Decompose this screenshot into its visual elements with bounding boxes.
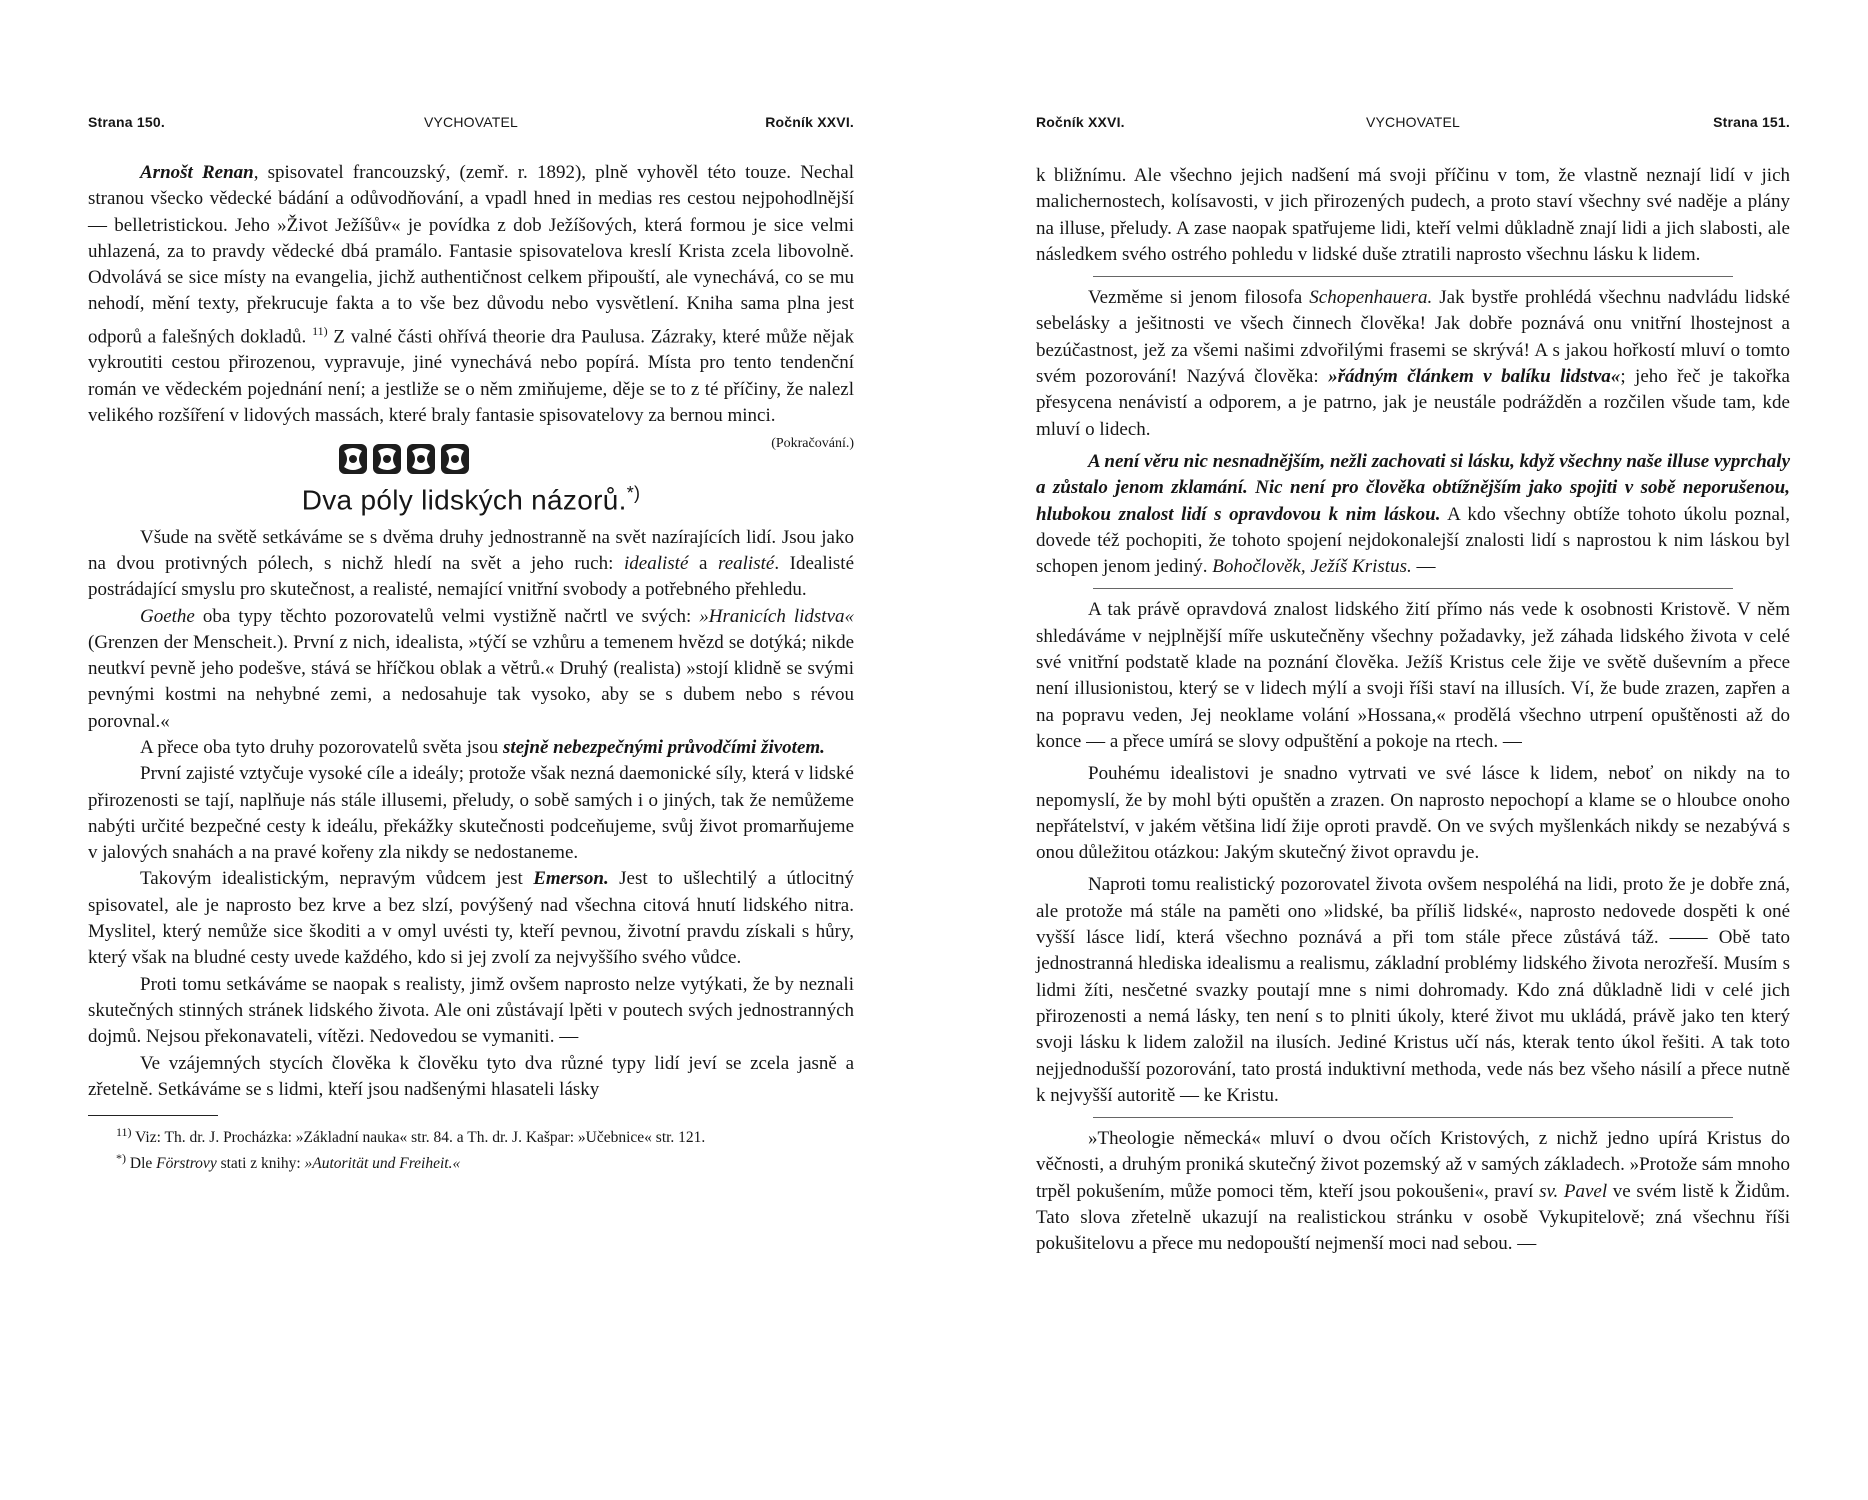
paragraph: Takovým idealistickým, nepravým vůdcem jest Emerson. Jest to ušlechtilý a útlocitný spisovatel, ale je naprosto bez krve a bez slzí, povýšený nad všechna citová hnutí lidského nitra. Myslitel, který nemůže sice škoditi a v omyl uvésti ty, kteří pevnou, životní pravdu získali s hůry, který však na bludné cesty uvede každého, kdo si jej zvolí za nejvyššího svého vůdce. xyxy=(88,868,854,969)
paragraph: Ve vzájemných stycích člověka k člověku tyto dva různé typy lidí jeví se zcela jasně a zřetelně. Setkáváme se s lidmi, kteří jsou nadšenými hlasateli lásky xyxy=(88,1052,854,1100)
journal-title: VYCHOVATEL xyxy=(423,114,519,130)
page-number: Strana 150. xyxy=(88,114,165,130)
paragraph: »Theologie německá« mluví o dvou očích Kristových, z nichž jedno upírá Kristus do věčnosti, a druhým proniká skutečný život pozemský až v samých základech. »Protože sám mnoho trpěl pokušením, může pomoci těm, kteří jsou pokoušeni«, praví sv. Pavel ve svém listě k Židům. Tato slova zřetelně ukazují na realistickou stránku v osobě Vykupitelově; zná všechnu říši pokušitelovu a přece mu nedopouští nejmenší moci nad sebou. — xyxy=(1036,1128,1791,1255)
left-page xyxy=(88,0,854,1500)
article-title: Dva póly lidských názorů.*) xyxy=(301,483,641,516)
footnote-rule xyxy=(88,1115,218,1116)
paragraph: Všude na světě setkáváme se s dvěma druhy jednostranně na svět nazírajících lidí. Jsou jako na dvou protivných pólech, s nichž hledí na svět a jeho ruch: idealisté a realisté. Idealisté postrádající smyslu pro skutečnost, a realisté, nemající vnitřní svobody a potřebného přehledu. xyxy=(88,526,855,601)
paragraph: k bližnímu. Ale všechno jejich nadšení má svoji příčinu v tom, že vlastně neznají lidí v jich malichernostech, kolísavosti, v jich přirozených pudech, a proto staví všechny své naděje a plány na illuse, přeludy. A zase naopak spatřujeme lidi, kteří velmi důkladně znají lidi a jich slabosti, ale následkem svého ostrého pohledu v lidské duše ztratili naprosto všechnu lásku k lidem. xyxy=(1036,165,1790,265)
paragraph: Goethe oba typy těchto pozorovatelů velmi vystižně načrtl ve svých: »Hranicích lidstva« (Grenzen der Menscheit.). První z nich, idealista, »týčí se vzhůru a temenem hvězd se dotýká; nikde neutkví pevně jeho podešve, stává se hříčkou oblak a větrů.« Druhý (realista) »stojí klidně se svými pevnými kostmi na nehybné zemi, a nedosahuje tak vysoko, aby se s dubem nebo s révou porovnal.« xyxy=(88,605,855,732)
volume-label: Ročník XXVI. xyxy=(1036,114,1125,130)
continued-note: (Pokračování.) xyxy=(771,436,854,452)
right-page xyxy=(1036,0,1790,1500)
author-name: Arnošt Renan xyxy=(140,162,254,183)
ornament-icon xyxy=(88,443,719,477)
running-head-right xyxy=(1036,114,1790,136)
journal-title: VYCHOVATEL xyxy=(1365,114,1461,130)
title-footnote-mark: *) xyxy=(626,483,641,504)
divider xyxy=(1093,276,1733,277)
paragraph: A není věru nic nesnadnějším, nežli zachovati si lásku, když všechny naše illuse vyprchaly a zůstalo jenom zklamání. Nic není pro člověka obtížnějším jako spojiti v sobě neporušenou, hlubokou znalost lidí s opravdovou k nim láskou. A kdo všechny obtíže tohoto úkolu poznal, dovede též pochopiti, že tohoto spojení nejdokonalejší znalosti lidí s naprostou k nim láskou byl schopen jenom jediný. Bohočlověk, Ježíš Kristus. — xyxy=(1036,450,1790,578)
paragraph: A tak právě opravdová znalost lidského žití přímo nás vede k osobnosti Kristově. V něm shledáváme v nejplnější míře uskutečněny všechny požadavky, jež záhada lidského života v celé své vnitřní podstatě klade na poznání člověka. Ježíš Kristus cele žije ve světě duševním a přece není illusionistou, který se v lidech mýlí a svoji říši staví na illusích. Ví, že bude zrazen, zapřen a na popravu veden, Jej neoklame volání »Hossana,« prodělá všechno utrpení opuštěnosti až do konce — a přece umírá se slovy odpuštění a pokoje na rtech. — xyxy=(1036,599,1790,752)
paragraph: Naproti tomu realistický pozorovatel života ovšem nespoléhá na lidi, proto že je dobře zná, ale protože má stále na paměti ono »lidské, ba příliš lidské«, naprosto nedovede dospěti k oné vyšší lásce lidí, která všechno poznává a při tom stále přece zůstává táž. —— Obě tato jednostranná hlediska idealismu a realismu, základní problémy lidského života nerozřeší. Musím s lidmi žíti, nesčetné svazky poutají mne s nimi dohromady. Kdo zná důkladně lidi v celé jich přirozenosti a nemá lásky, ten není s to plniti úkoly, které život mu ukládá, právě jako ten který svoji lásku k lidem založil na ilusích. Jediné Kristus učí nás, kterak tento úkol řešiti. A tak toto nejjednodušší pozorování, tato prostá induktivní methoda, vede nás bez všeho násilí a přece nutně k nejvyšší autoritě — ke Kristu. xyxy=(1036,874,1790,1106)
paragraph: Proti tomu setkáváme se naopak s realisty, jimž ovšem naprosto nelze vytýkati, že by neznali skutečných stinných stránek lidského života. Ale oni zůstávají lpěti v poutech svých jednostranných dojmů. Nejsou překonavateli, vítězi. Nedovedou se vymaniti. — xyxy=(88,973,854,1048)
footnote: *) Dle Förstrovy stati z knihy: »Autorität und Freiheit.« xyxy=(116,1151,461,1173)
running-head-left xyxy=(88,114,854,136)
divider xyxy=(1093,1117,1733,1118)
right-body xyxy=(1036,163,1790,1258)
paragraph: Pouhému idealistovi je snadno vytrvati ve své lásce k lidem, neboť on nikdy na to nepomyslí, že by mohl býti opuštěn a zrazen. On naprosto nepochopí a klame se o hloubce onoho nepřátelství, v jakém většina lidí žije oproti pravdě. On ve svých myšlenkách nikdy se nezabývá s onou důležitou otázkou: Jakým skutečný život opravdu je. xyxy=(1036,763,1790,864)
paragraph: Vezměme si jenom filosofa Schopenhauera. Jak bystře prohlédá všechnu nadvládu lidské sebelásky a ješitnosti ve všech činnech člověka! Jak dobře poznává onu vnitřní lhostejnost a bezúčastnost, jež za všemi našimi zdvořilými frasemi se skrývá! A s jakou hořkostí mluví o tomto svém pozorování! Nazývá člověka: »řádným článkem v balíku lidstva«; jeho řeč je takořka přesycena nenávistí a odporem, a je patrno, jak je neustále podrážděn a rozčilen všude tam, kde mluví o lidech. xyxy=(1036,287,1791,440)
paragraph: A přece oba tyto druhy pozorovatelů světa jsou stejně nebezpečnými průvodčími životem. xyxy=(140,737,825,758)
paragraph: Arnošt Renan, spisovatel francouzský, (zemř. r. 1892), plně vyhověl této touze. Nechal stranou všecko vědecké bádání a odůvodňování, a vpadl hned in medias res cestou nejpohodlnější — belletristickou. Jeho »Život Ježíšův« je povídka z dob Ježíšových, která formou je sice velmi uhlazená, za to pravdy vědecké dbá pramálo. Fantasie spisovatelova kreslí Krista zcela libovolně. Odvolává se sice místy na evangelia, jichž authentičnost celkem připouští, ale vynechává, co se mu nehodí, mění texty, překrucuje fakta a to vše bez důvodu nebo vysvětlení. Kniha sama plna jest odporů a falešných dokladů. $^{11)}$ Z valné části ohřívá theorie dra Paulusa. Zázraky, které může nějak vykroutiti cestou přirozenou, vypravuje, jiné vynechává nebo popírá. Místa pro tento tendenční román ve vědeckém pojednání není; a jestliže se o něm zmiňujeme, děje se to z té příčiny, že nalezl velikého rozšíření v lidových massách, které braly fantasie spisovatelovy za bernou minci. (Pokračování.) xyxy=(88,160,854,429)
volume-label: Ročník XXVI. xyxy=(765,114,854,130)
paragraph: První zajisté vztyčuje vysoké cíle a ideály; protože však nezná daemonické síly, která v lidské přirozenosti se tají, naplňuje nás stále illusemi, přeludy, o sobě samých i o jiných, tak že nemůžeme nabýti určité bezpečné cesty k ideálu, překážky skutečnosti podceňujeme, svůj život promarňujeme v jalových snahách a na pravé kořeny zla nikdy se nedostaneme. xyxy=(88,763,854,864)
page-number: Strana 151. xyxy=(1713,114,1790,130)
left-body xyxy=(88,160,854,1174)
footnote: $^{11)}$ Viz: Th. dr. J. Procházka: »Základní nauka« str. 84. a Th. dr. J. Kašpar: »Učebnice« str. 121. xyxy=(116,1125,706,1147)
footnote-mark: 11) xyxy=(312,323,328,338)
divider xyxy=(1093,588,1733,589)
